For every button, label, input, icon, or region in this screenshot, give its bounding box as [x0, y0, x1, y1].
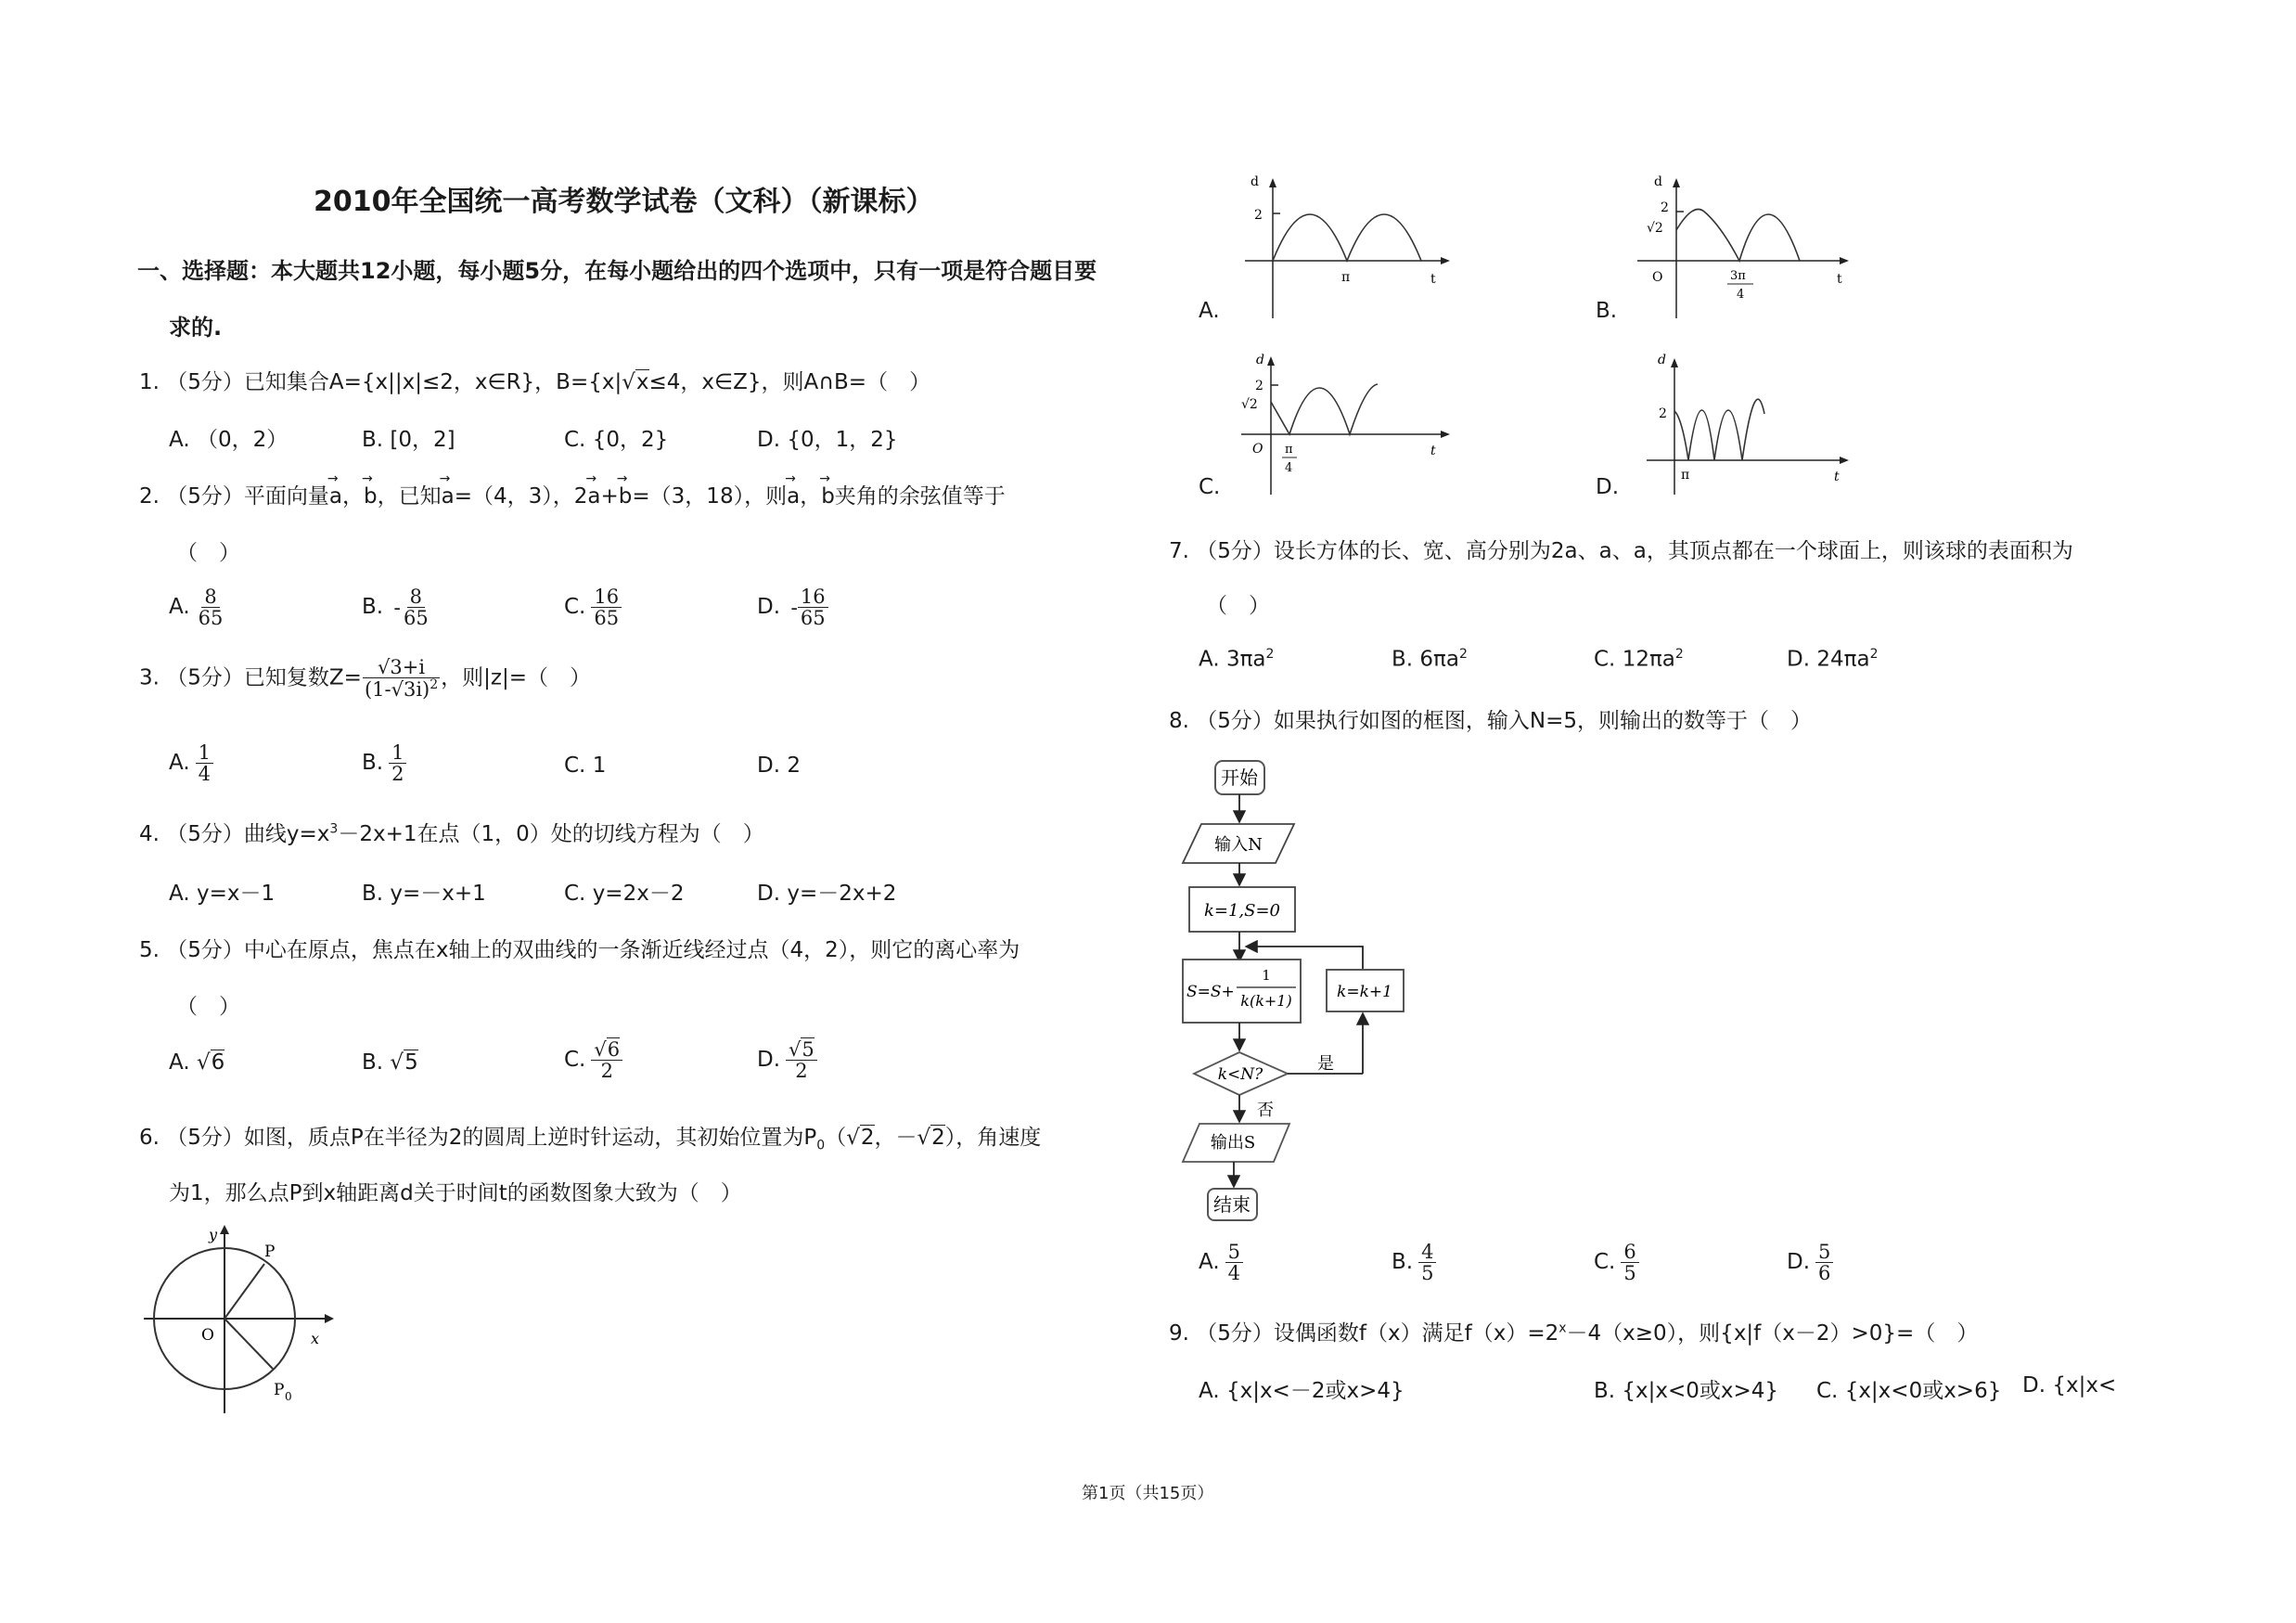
- end-label: 结束: [1213, 1193, 1251, 1216]
- option-label: A.: [169, 1050, 190, 1075]
- radicand: 2: [860, 1126, 875, 1150]
- denominator: 4: [198, 763, 212, 786]
- fraction: [401, 586, 431, 628]
- exponent: 3: [329, 821, 339, 837]
- question-text: 曲线y=x: [243, 822, 330, 846]
- axis-label-d: d: [1658, 353, 1666, 367]
- option-9a[interactable]: [1199, 1373, 1405, 1404]
- option-3b[interactable]: [362, 742, 406, 784]
- fraction: [1815, 1242, 1833, 1283]
- numerator: 5: [1225, 1242, 1243, 1263]
- option-9b[interactable]: [1594, 1373, 1778, 1404]
- denominator: 65: [800, 607, 826, 630]
- option-6a[interactable]: [1199, 299, 1220, 323]
- tick-2: 2: [1659, 406, 1667, 421]
- axis-label-t: t: [1837, 272, 1842, 287]
- radicand: 5: [404, 1050, 418, 1075]
- option-label: D.: [757, 754, 781, 778]
- question-number: 4.: [139, 822, 160, 846]
- circle-figure: [135, 1223, 339, 1418]
- option-text: y=2x－2: [592, 882, 685, 906]
- update-s-den: k(k+1): [1240, 992, 1292, 1010]
- option-text: 24πa: [1816, 647, 1870, 672]
- fraction: [196, 742, 213, 784]
- vector-b: → b: [364, 484, 378, 509]
- fraction: [798, 586, 828, 628]
- question-score: （5分）: [166, 1126, 244, 1150]
- negative-sign: -: [790, 596, 798, 619]
- yes-label: 是: [1317, 1054, 1334, 1074]
- exponent: 2: [1674, 647, 1684, 662]
- question-text: 如图，质点P在半径为2的圆周上逆时针运动，其初始位置为P: [243, 1126, 817, 1150]
- numerator: 6: [1621, 1242, 1638, 1263]
- option-label: B.: [362, 595, 384, 620]
- denominator: 5: [1421, 1262, 1434, 1285]
- question-text: 设偶函数f（x）满足f（x）=2: [1273, 1321, 1559, 1346]
- option-text: {x|x<0或x>4}: [1622, 1379, 1779, 1403]
- option-4a[interactable]: [169, 876, 275, 907]
- question-text: －4（x≥0），则{x|f（x－2）>0}=（ ）: [1566, 1321, 1979, 1346]
- question-text: 平面向量: [243, 484, 329, 509]
- page-footer: 第1页（共15页）: [1082, 1484, 1214, 1503]
- fraction: [1418, 1242, 1436, 1283]
- graph-option-b[interactable]: [1619, 174, 1860, 323]
- option-label: C.: [564, 754, 586, 778]
- tick-pi-num: π: [1285, 443, 1293, 457]
- denominator: 2: [391, 763, 404, 786]
- option-label: A.: [1199, 1250, 1220, 1275]
- answer-blank: （ ）: [176, 995, 240, 1019]
- option-5b[interactable]: [362, 1050, 418, 1075]
- option-text: （0，2）: [196, 428, 289, 452]
- option-8d[interactable]: [1787, 1242, 1833, 1283]
- radicand: 6: [607, 1038, 621, 1061]
- option-2a[interactable]: [169, 586, 225, 628]
- option-label: B.: [362, 751, 384, 776]
- question-score: （5分）: [1196, 1321, 1274, 1346]
- question-1: [139, 365, 930, 395]
- sqrt-symbol: √: [917, 1126, 931, 1150]
- question-score: （5分）: [1196, 709, 1274, 733]
- subscript: 0: [816, 1138, 826, 1153]
- option-label: A.: [169, 751, 190, 776]
- increment-label: k=k+1: [1337, 983, 1392, 1001]
- option-9c[interactable]: [1816, 1373, 2001, 1404]
- decision-label: k<N?: [1217, 1065, 1263, 1084]
- x-axis-label: x: [311, 1330, 320, 1347]
- option-text: {x|x<0或x>6}: [1844, 1379, 2002, 1403]
- option-1b[interactable]: [362, 422, 455, 453]
- option-label: C.: [1594, 1250, 1616, 1275]
- option-8c[interactable]: [1594, 1242, 1639, 1283]
- question-text: +: [600, 484, 619, 509]
- vector-a: → a: [787, 484, 800, 509]
- option-label: A.: [1199, 299, 1220, 323]
- question-number: 5.: [139, 938, 160, 962]
- option-label: D.: [757, 595, 781, 620]
- question-text: ，则|z|=（ ）: [441, 665, 592, 690]
- answer-blank: （ ）: [1206, 594, 1270, 618]
- option-8b[interactable]: [1392, 1242, 1436, 1283]
- numerator: 1: [389, 742, 406, 764]
- point-p-label: P: [264, 1243, 276, 1261]
- question-score: （5分）: [166, 370, 244, 394]
- tick-pi: π: [1341, 270, 1351, 285]
- option-6b[interactable]: [1596, 299, 1617, 323]
- option-5a[interactable]: [169, 1050, 224, 1075]
- option-text: 12πa: [1622, 647, 1675, 672]
- vector-b: → b: [619, 484, 633, 509]
- option-3c[interactable]: [564, 754, 606, 778]
- point-p0-subscript: 0: [285, 1390, 292, 1403]
- question-8: [1169, 703, 1812, 734]
- option-label: B.: [1392, 647, 1414, 672]
- question-text: 夹角的余弦值等于: [834, 484, 1006, 509]
- numerator: 8: [201, 586, 219, 608]
- option-7c[interactable]: [1594, 647, 1684, 672]
- option-7b[interactable]: [1392, 647, 1468, 672]
- denominator: [362, 678, 441, 700]
- update-s-prefix: S=S+: [1186, 983, 1235, 1001]
- denominator-base: (1-√3i): [364, 678, 430, 702]
- numerator: √3+i: [363, 657, 440, 678]
- fraction: [1621, 1242, 1638, 1283]
- axis-label-d: d: [1654, 174, 1662, 189]
- option-7d[interactable]: [1787, 647, 1878, 672]
- numerator: 5: [1815, 1242, 1833, 1263]
- graph-option-d[interactable]: [1619, 351, 1860, 499]
- point-p0-label: P: [274, 1381, 285, 1399]
- tick-sqrt2: √2: [1241, 397, 1258, 412]
- option-7a[interactable]: [1199, 647, 1274, 672]
- axis-label-t: t: [1430, 444, 1436, 458]
- option-text: [0，2]: [390, 428, 455, 452]
- y-axis-label: y: [209, 1226, 218, 1243]
- option-1a[interactable]: [169, 422, 288, 453]
- sqrt-symbol: √: [390, 1050, 404, 1075]
- question-6-cont: 为1，那么点P到x轴距离d关于时间t的函数图象大致为（ ）: [169, 1181, 742, 1205]
- option-label: D.: [1596, 475, 1620, 499]
- no-label: 否: [1257, 1101, 1274, 1120]
- axis-label-t: t: [1834, 470, 1840, 484]
- option-label: D.: [2022, 1373, 2046, 1398]
- vector-a: → a: [442, 484, 455, 509]
- denominator: 5: [1623, 1262, 1636, 1285]
- graph-option-c[interactable]: [1225, 351, 1456, 499]
- vector-a: → a: [329, 484, 342, 509]
- option-6c[interactable]: [1199, 475, 1220, 499]
- question-text: ≤4，x∈Z}，则A∩B=（ ）: [648, 370, 931, 394]
- exponent: x: [1558, 1320, 1567, 1336]
- option-label: B.: [362, 882, 384, 906]
- option-2b[interactable]: [362, 586, 431, 628]
- question-text: ，: [342, 484, 365, 509]
- option-label: A.: [169, 882, 190, 906]
- question-text: 已知集合A={x||x|≤2，x∈R}，B={x|: [243, 370, 622, 394]
- option-label: C.: [564, 595, 586, 620]
- option-4c[interactable]: [564, 876, 684, 907]
- vector-b: → b: [821, 484, 835, 509]
- question-score: （5分）: [166, 665, 244, 690]
- origin-label: O: [1252, 442, 1263, 457]
- numerator: 4: [1418, 1242, 1436, 1263]
- question-text: 中心在原点，焦点在x轴上的双曲线的一条渐近线经过点（4，2），则它的离心率为: [243, 938, 1020, 962]
- denominator: 2: [600, 1060, 613, 1083]
- question-9: [1169, 1316, 1978, 1346]
- update-s-num: 1: [1262, 967, 1271, 984]
- section-heading: 一、选择题：本大题共12小题，每小题5分，在每小题给出的四个选项中，只有一项是符合题目要: [137, 258, 1097, 284]
- init-label: k=1,S=0: [1203, 901, 1281, 921]
- option-label: D.: [757, 1048, 781, 1073]
- fraction: [389, 742, 406, 784]
- question-number: 7.: [1169, 539, 1189, 563]
- radicand: 2: [931, 1126, 945, 1150]
- question-text: 设长方体的长、宽、高分别为2a、a、a，其顶点都在一个球面上，则该球的表面积为: [1273, 539, 2073, 563]
- option-label: D.: [757, 428, 781, 452]
- question-text: －2x+1在点（1，0）处的切线方程为（ ）: [338, 822, 764, 846]
- option-label: C.: [564, 428, 586, 452]
- vector-a: → a: [587, 484, 600, 509]
- option-label: A.: [1199, 1379, 1220, 1403]
- question-score: （5分）: [1196, 539, 1274, 563]
- denominator: 65: [403, 607, 429, 630]
- option-1d[interactable]: [757, 422, 898, 453]
- question-text: 如果执行如图的框图，输入N=5，则输出的数等于（ ）: [1273, 709, 1813, 733]
- option-text: {0，2}: [592, 428, 669, 452]
- option-text: 3πa: [1225, 647, 1266, 672]
- numerator: 8: [407, 586, 425, 608]
- question-5: [139, 933, 1020, 963]
- question-number: 8.: [1169, 709, 1189, 733]
- option-text: {x|x<: [2052, 1373, 2117, 1398]
- question-score: （5分）: [166, 938, 244, 962]
- option-label: B.: [362, 1050, 384, 1075]
- question-text: =（3，18），则: [632, 484, 788, 509]
- question-number: 2.: [139, 484, 160, 509]
- fraction: [591, 1039, 622, 1081]
- flowchart: [1164, 754, 1415, 1236]
- option-5d[interactable]: [757, 1039, 817, 1081]
- option-2d[interactable]: [757, 586, 828, 628]
- option-text: 1: [592, 754, 607, 778]
- page-title: 2010年全国统一高考数学试卷（文科）（新课标）: [314, 186, 934, 218]
- option-text: y=－x+1: [390, 882, 486, 906]
- option-label: D.: [1787, 1250, 1811, 1275]
- origin-label: O: [1652, 270, 1663, 285]
- option-text: {0，1，2}: [787, 428, 898, 452]
- question-text: ，已知: [377, 484, 442, 509]
- option-6d[interactable]: [1596, 475, 1619, 499]
- option-label: D.: [1787, 647, 1811, 672]
- option-label: B.: [1392, 1250, 1414, 1275]
- option-label: D.: [757, 882, 781, 906]
- option-label: B.: [1596, 299, 1618, 323]
- option-label: C.: [1816, 1379, 1839, 1403]
- numerator: √5: [786, 1039, 817, 1061]
- option-2c[interactable]: [564, 586, 622, 628]
- section-heading-cont: 求的.: [169, 315, 223, 341]
- option-label: C.: [1199, 475, 1221, 499]
- tick-2: 2: [1255, 379, 1263, 393]
- fraction: [786, 1039, 817, 1081]
- axis-label-d: d: [1251, 174, 1259, 189]
- radicand: 6: [211, 1050, 225, 1075]
- option-text: 6πa: [1419, 647, 1459, 672]
- negative-sign: -: [393, 596, 401, 619]
- option-label: A.: [1199, 647, 1220, 672]
- start-label: 开始: [1221, 766, 1258, 789]
- question-number: 3.: [139, 665, 160, 690]
- exponent: 2: [1458, 647, 1468, 662]
- option-3d[interactable]: [757, 754, 801, 778]
- denominator: 6: [1818, 1262, 1831, 1285]
- question-text: ），角速度: [944, 1126, 1042, 1150]
- question-3: [139, 657, 591, 700]
- numerator: 1: [196, 742, 213, 764]
- option-text: y=－2x+2: [787, 882, 897, 906]
- option-1c[interactable]: [564, 422, 668, 453]
- option-8a[interactable]: [1199, 1242, 1243, 1283]
- fraction: [362, 657, 441, 700]
- option-text: y=x－1: [196, 882, 276, 906]
- fraction: [1225, 1242, 1243, 1283]
- input-label: 输入N: [1214, 835, 1263, 855]
- graph-option-a[interactable]: [1225, 174, 1456, 323]
- option-4b[interactable]: [362, 876, 486, 907]
- tick-pi: π: [1681, 468, 1690, 483]
- tick-2: 2: [1254, 208, 1263, 223]
- origin-label: O: [201, 1326, 214, 1345]
- tick-2: 2: [1661, 200, 1669, 215]
- question-score: （5分）: [166, 822, 244, 846]
- sqrt-symbol: √: [846, 1126, 860, 1150]
- question-text: （: [825, 1126, 847, 1150]
- question-text: 已知复数Z=: [243, 665, 362, 690]
- option-text: {x|x<－2或x>4}: [1225, 1379, 1405, 1403]
- denominator: 65: [594, 607, 620, 630]
- fraction: [591, 586, 622, 628]
- option-label: A.: [169, 428, 190, 452]
- denominator: 4: [1227, 1262, 1241, 1285]
- option-text: 2: [787, 754, 801, 778]
- exponent: 2: [1869, 647, 1879, 662]
- option-5c[interactable]: [564, 1039, 622, 1081]
- question-text: ，: [800, 484, 822, 509]
- question-6: [139, 1120, 1041, 1153]
- question-score: （5分）: [166, 484, 244, 509]
- question-2: [139, 479, 1006, 509]
- option-label: B.: [362, 428, 384, 452]
- fraction: [196, 586, 226, 628]
- numerator: 16: [798, 586, 828, 608]
- exponent: 2: [1265, 647, 1275, 662]
- exponent: 2: [430, 677, 439, 693]
- denominator: 65: [198, 607, 224, 630]
- sqrt-symbol: √: [622, 370, 635, 394]
- question-number: 9.: [1169, 1321, 1189, 1346]
- option-label: C.: [564, 882, 586, 906]
- option-4d[interactable]: [757, 876, 896, 907]
- question-4: [139, 817, 764, 847]
- sqrt-symbol: √: [196, 1050, 211, 1075]
- numerator: 16: [591, 586, 622, 608]
- answer-blank: （ ）: [176, 541, 240, 565]
- question-7: [1169, 534, 2073, 564]
- question-text: =（4，3），2: [454, 484, 588, 509]
- numerator: √6: [591, 1039, 622, 1061]
- radicand: 5: [802, 1038, 815, 1061]
- tick-pi-den: 4: [1285, 461, 1293, 475]
- option-label: B.: [1594, 1379, 1616, 1403]
- question-number: 6.: [139, 1126, 160, 1150]
- tick-3pi-den: 4: [1737, 288, 1745, 302]
- option-label: C.: [1594, 647, 1616, 672]
- option-label: A.: [169, 595, 190, 620]
- output-label: 输出S: [1210, 1133, 1256, 1153]
- question-text: ，－: [874, 1126, 917, 1150]
- tick-sqrt2: √2: [1647, 221, 1663, 236]
- tick-3pi-num: 3π: [1730, 269, 1746, 283]
- denominator: 2: [795, 1060, 808, 1083]
- axis-label-d: d: [1256, 353, 1264, 367]
- option-9d[interactable]: [2022, 1373, 2116, 1398]
- option-label: C.: [564, 1048, 586, 1073]
- option-3a[interactable]: [169, 742, 213, 784]
- radicand: x: [635, 370, 649, 394]
- question-number: 1.: [139, 370, 160, 394]
- axis-label-t: t: [1430, 272, 1436, 287]
